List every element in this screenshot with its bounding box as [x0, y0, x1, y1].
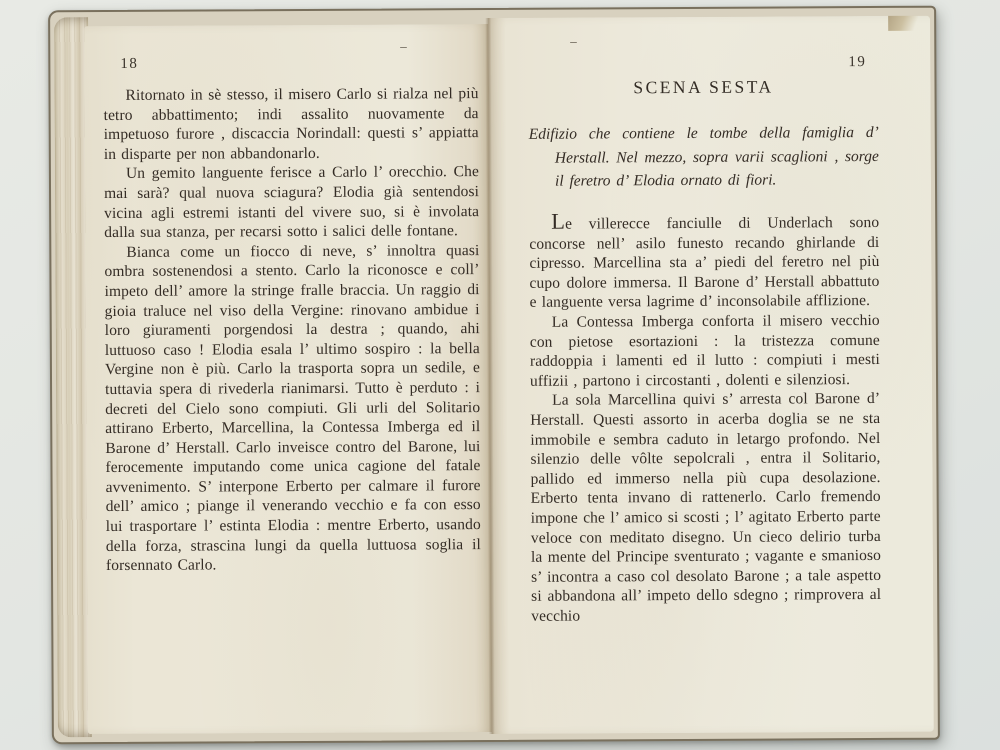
worn-page-corner [888, 16, 930, 31]
body-paragraph: Le villerecce fanciulle di Underlach sono concorse nell’ asilo funesto recando ghirlande di cipresso. Marcellina sta a’ piedi del feretro nel più cupo dolore immersa. Il Barone d’ Herstall abbattuto e languente versa lagrime d’ inconsolabile afflizione. [529, 208, 880, 312]
left-page [84, 24, 492, 734]
scene-heading: SCENA SESTA [633, 76, 774, 98]
right-page [488, 16, 934, 734]
page-number-right: 19 [848, 54, 867, 71]
left-page-text [103, 84, 481, 576]
body-paragraph: Bianca come un fiocco di neve, s’ innoltra quasi ombra sostenendosi a stento. Carlo la riconosce e coll’ impeto dell’ amore la stringe fralle braccia. Un raggio di gioia traluce nel viso della Vergine: rinovano ambidue i loro giuramenti porgendosi la destra ; quando, ahi luttuoso caso ! Elodia esala l’ ultimo sospiro : la bella Vergine non è più. Carlo la trasporta sopra un sedile, e tuttavia spera di rivederla rianimarsi. Tutto è perduto : i decreti del Cielo sono compiuti. Gli urli del Solitario attirano Erberto, Marcellina, la Contessa Imberga ed il Barone d’ Herstall. Carlo inveisce contro del Barone, lui ferocemente imputando come unica cagione del fatale avvenimento. S’ interpone Erberto per calmare il furore dell’ amico ; piange il venerando vecchio e fa con esso lui trasportare l’ estinta Elodia : mentre Erberto, usando della forza, strascina lungi da quella luttuosa soglia il forsennato Carlo. [104, 241, 481, 575]
body-paragraph: La sola Marcellina quivi s’ arresta col Barone d’ Herstall. Questi assorto in acerba doglia se ne sta immobile e sembra caduto in letargo profondo. Nel silenzio delle vôlte sepolcrali , entra il Solitario, pallido ed immerso nella più cupa desolazione. Erberto tenta invano di rattenerlo. Carlo fremendo impone che l’ amico si scosti ; l’ agitato Erberto parte veloce con meditato disegno. Un cieco delirio turba la mente del Principe sventurato ; vagante e smanioso s’ incontra a caso col desolato Barone ; a tale aspetto si abbandona all’ impeto dello sdegno ; rimprovera al vecchio [530, 390, 882, 625]
body-paragraph: La Contessa Imberga conforta il misero vecchio con pietose esortazioni : la tristezza comune raddoppia i lamenti ed il lutto : compiuti i mesti uffizii , partono i circostanti , dolenti e silenziosi. [529, 311, 880, 390]
page-number-left: 18 [120, 55, 139, 72]
stage-direction: Edifizio che contiene le tombe della famiglia d’ Herstall. Nel mezzo, sopra varii scaglioni , sorge il feretro d’ Elodia ornato di fiori. [528, 123, 879, 190]
right-page-text [529, 210, 881, 626]
printers-mark-left: – [400, 38, 407, 54]
body-paragraph: Ritornato in sè stesso, il misero Carlo si rialza nel più tetro abbattimento; indi assalito nuovamente da impetuoso furore , discaccia Norindall: questi s’ appiatta in disparte per non abbandonarlo. [103, 85, 479, 163]
printers-mark-right: – [570, 33, 577, 49]
body-paragraph: Un gemito languente ferisce a Carlo l’ orecchio. Che mai sarà? qual nuova sciagura? Elodia già sentendosi vicina agli estremi istanti del vivere suo, si è involata dalla sua stanza, per recarsi sotto i salici delle fontane. [103, 163, 480, 242]
open-book [48, 6, 940, 745]
